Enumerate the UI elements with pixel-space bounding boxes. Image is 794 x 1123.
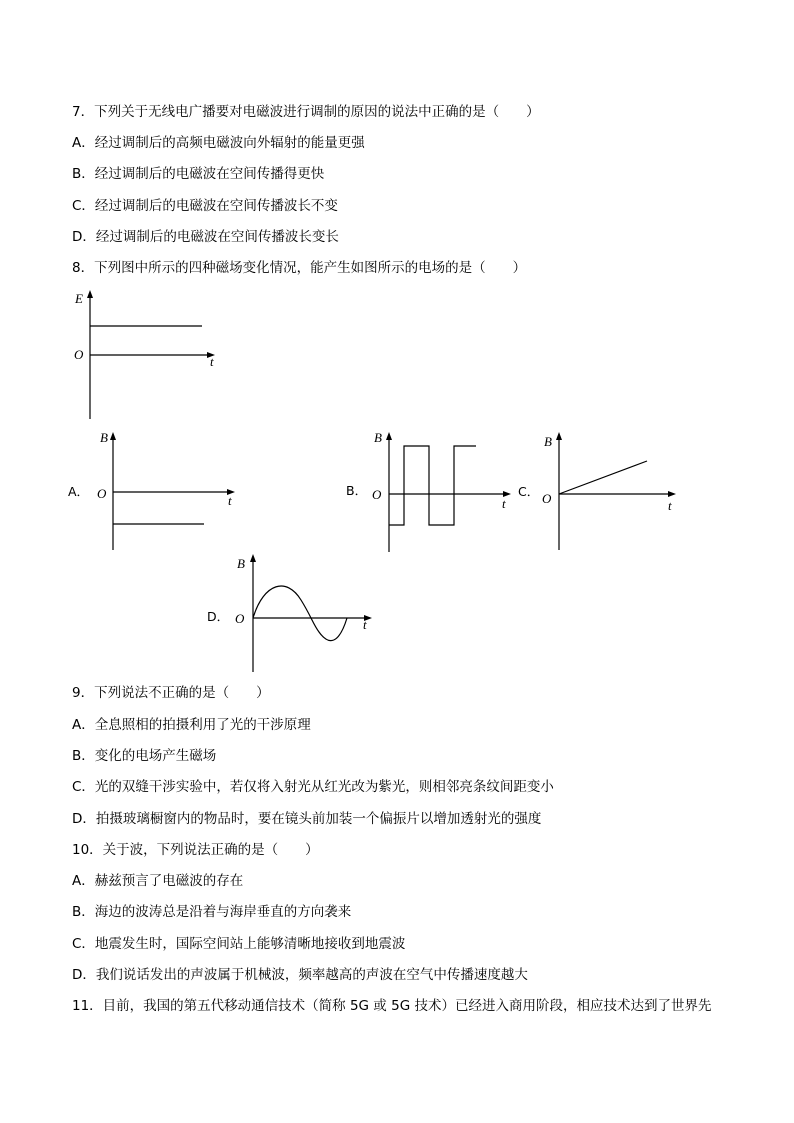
q8-option-b-graph [346,428,521,554]
q8-option-b-origin-label: O [372,487,382,502]
q7-option-c: C．经过调制后的电磁波在空间传播波长不变 [72,198,338,214]
q8-option-d-graph [207,552,382,676]
q8-option-b-label: B． [346,483,368,498]
q8-option-d-origin-label: O [235,611,245,626]
q10-stem: 10．关于波，下列说法正确的是（ ） [72,842,319,858]
q8-given-origin-label: O [74,347,84,362]
q8-option-d-x-label: t [363,617,367,632]
q7-option-b: B．经过调制后的电磁波在空间传播得更快 [72,166,325,182]
q8-option-d-sine-wave [253,586,347,641]
q7-option-a: A．经过调制后的高频电磁波向外辐射的能量更强 [72,135,365,151]
q8-option-b-y-label: B [374,430,382,445]
q10-option-d: D．我们说话发出的声波属于机械波，频率越高的声波在空气中传播速度越大 [72,967,528,983]
q8-option-b-square-wave [389,446,476,525]
q8-option-c-y-label: B [544,434,552,449]
q9-stem: 9．下列说法不正确的是（ ） [72,685,270,701]
q8-given-graph [60,286,230,426]
q8-option-a-x-label: t [228,493,232,508]
q8-option-c-label: C． [518,484,540,499]
q9-option-c: C．光的双缝干涉实验中，若仅将入射光从红光改为紫光，则相邻亮条纹间距变小 [72,779,554,795]
q8-option-d-label: D． [207,609,230,624]
q8-option-c-graph [518,428,688,554]
q8-option-a-origin-label: O [97,486,107,501]
q9-option-b: B．变化的电场产生磁场 [72,748,217,764]
q10-option-c: C．地震发生时，国际空间站上能够清晰地接收到地震波 [72,936,406,952]
q8-option-c-ramp-line [559,461,647,494]
q8-option-a-y-label: B [100,430,108,445]
q7-option-d: D．经过调制后的电磁波在空间传播波长变长 [72,229,339,245]
q9-option-d: D．拍摄玻璃橱窗内的物品时，要在镜头前加装一个偏振片以增加透射光的强度 [72,811,542,827]
q10-option-b: B．海边的波涛总是沿着与海岸垂直的方向袭来 [72,904,352,920]
q8-option-c-origin-label: O [542,491,552,506]
q8-option-b-x-label: t [502,496,506,511]
q9-option-a: A．全息照相的拍摄利用了光的干涉原理 [72,717,311,733]
q8-given-y-label: E [75,291,83,306]
q8-option-c-x-label: t [668,498,672,513]
q10-option-a: A．赫兹预言了电磁波的存在 [72,873,244,889]
q8-option-a-label: A． [68,484,90,499]
q8-option-d-y-label: B [237,556,245,571]
q8-stem: 8．下列图中所示的四种磁场变化情况，能产生如图所示的电场的是（ ） [72,260,527,276]
q11-stem: 11．目前，我国的第五代移动通信技术（简称 5G 或 5G 技术）已经进入商用阶段，相应技术达到了世界先 [72,998,712,1014]
q8-given-x-label: t [210,354,214,369]
q7-stem: 7．下列关于无线电广播要对电磁波进行调制的原因的说法中正确的是（ ） [72,104,540,120]
q8-option-a-graph [68,428,248,554]
